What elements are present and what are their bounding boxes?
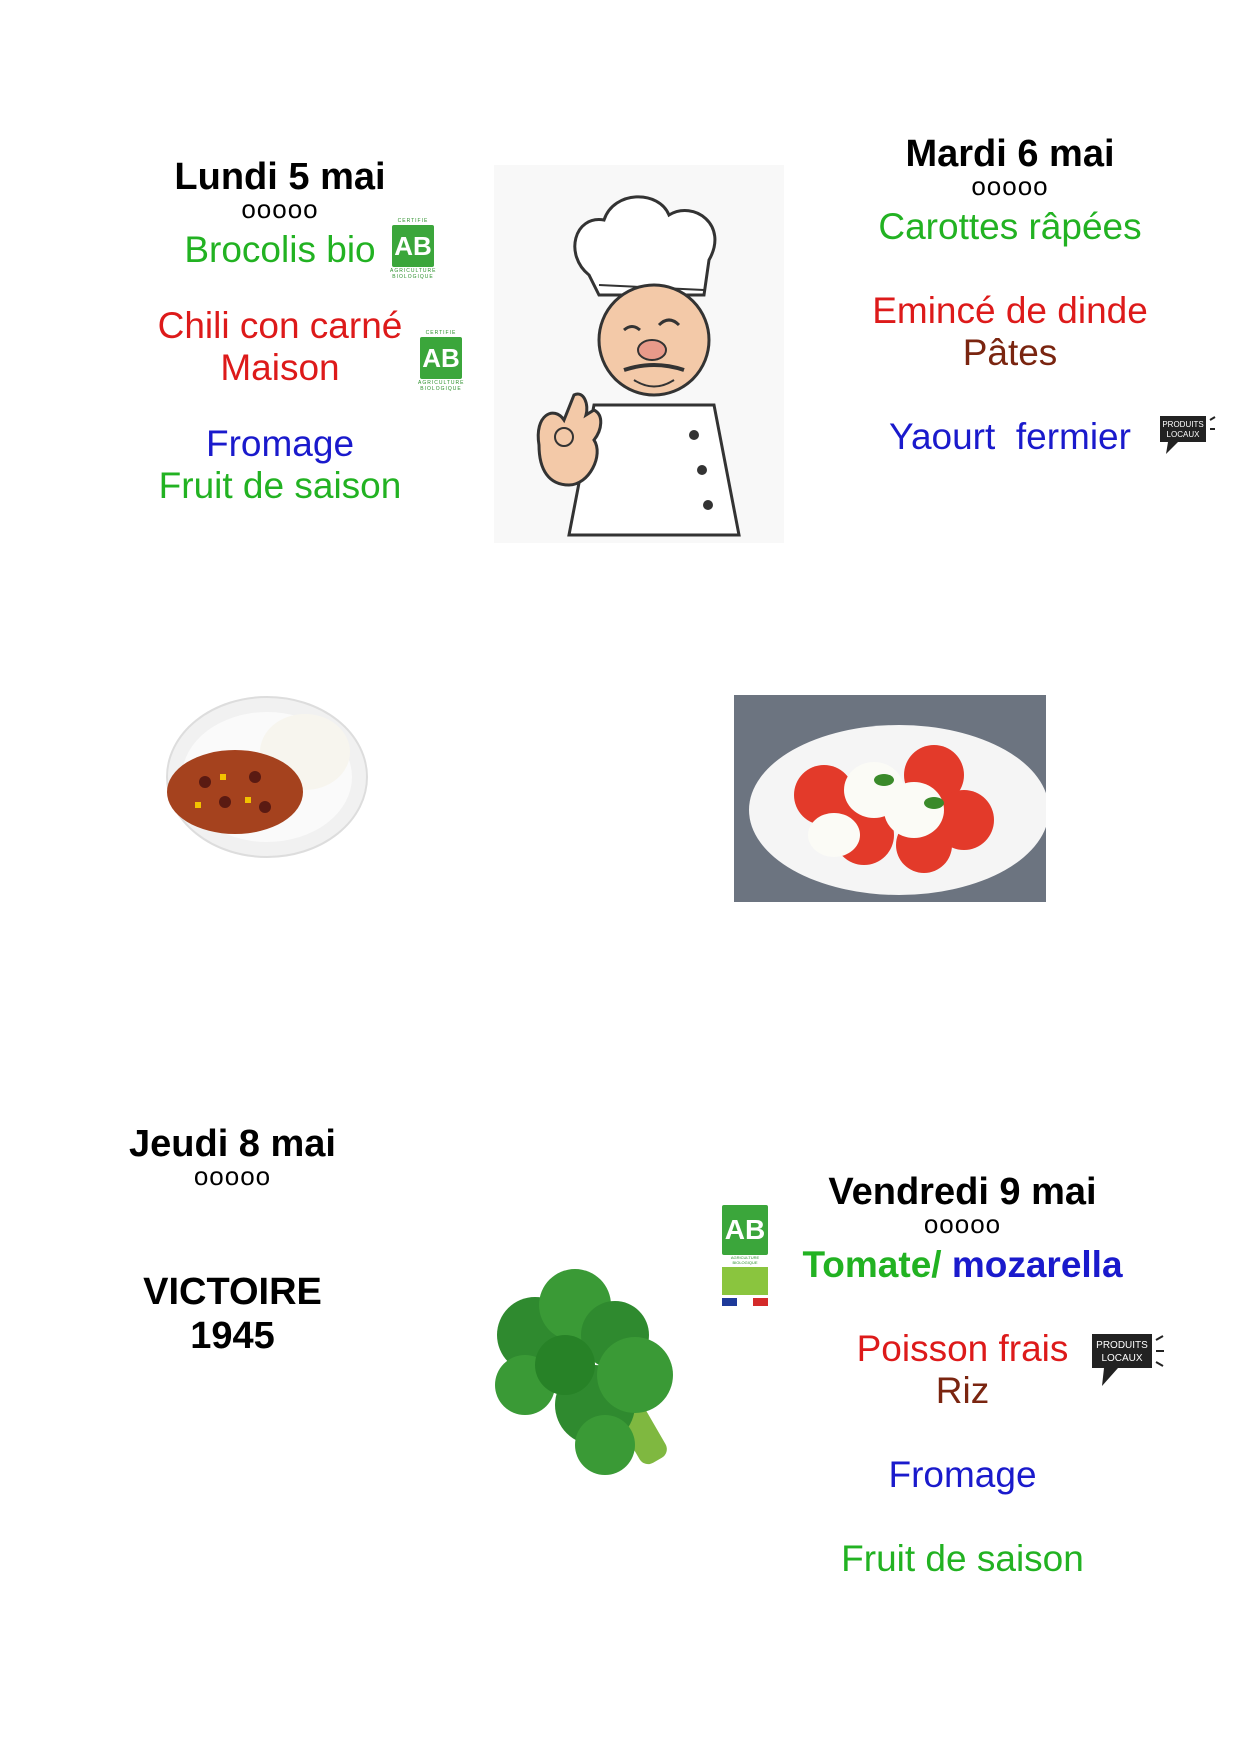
local-products-badge [1086,1328,1166,1395]
separator: ooooo [241,194,319,224]
tuesday-dessert: Yaourt fermier [889,416,1131,457]
separator: ooooo [971,171,1049,201]
ab-organic-logo: CERTIFIE AB AGRICULTURE BIOLOGIQUE [418,330,465,392]
thursday-note-line1: VICTOIRE [143,1271,322,1313]
friday-main: Poisson frais [856,1328,1069,1369]
friday-starter-part1: Tomate/ [802,1244,942,1285]
friday-side: Riz [935,1370,990,1411]
broccoli-photo [475,1255,735,1495]
chili-con-carne-photo [165,682,370,862]
friday-title: Vendredi 9 mai [828,1171,1097,1213]
chef-illustration [494,165,784,543]
svg-text:PRODUITS: PRODUITS [1162,420,1204,429]
local-products-badge [1156,412,1216,463]
tuesday-side: Pâtes [962,332,1058,373]
thursday-note-line2: 1945 [190,1315,275,1357]
friday-starter-part2: mozarella [951,1244,1123,1285]
tomato-mozzarella-photo [734,695,1046,902]
tuesday-main: Emincé de dinde [872,290,1148,331]
monday-dairy: Fromage [205,423,355,464]
tuesday-menu [860,132,1160,458]
monday-main-line1: Chili con carné [157,305,403,346]
monday-dessert: Fruit de saison [158,465,402,506]
monday-starter: Brocolis bio [184,229,376,270]
tuesday-title: Mardi 6 mai [905,133,1115,175]
separator: ooooo [193,1161,272,1191]
friday-menu [795,1170,1130,1580]
svg-text:LOCAUX: LOCAUX [1166,430,1200,439]
monday-menu [140,155,420,507]
svg-text:PRODUITS: PRODUITS [1096,1340,1148,1351]
svg-text:LOCAUX: LOCAUX [1101,1353,1143,1364]
thursday-menu [100,1122,365,1358]
friday-dairy: Fromage [888,1454,1037,1495]
monday-title: Lundi 5 mai [174,156,386,198]
tuesday-starter: Carottes râpées [878,206,1142,247]
thursday-title: Jeudi 8 mai [129,1123,336,1165]
monday-main-line2: Maison [220,347,340,388]
ab-organic-logo: CERTIFIE AB AGRICULTURE BIOLOGIQUE [390,218,437,280]
separator: ooooo [923,1209,1002,1239]
ab-organic-logo: AB AGRICULTURE BIOLOGIQUE [722,1205,774,1315]
friday-dessert: Fruit de saison [841,1538,1084,1579]
